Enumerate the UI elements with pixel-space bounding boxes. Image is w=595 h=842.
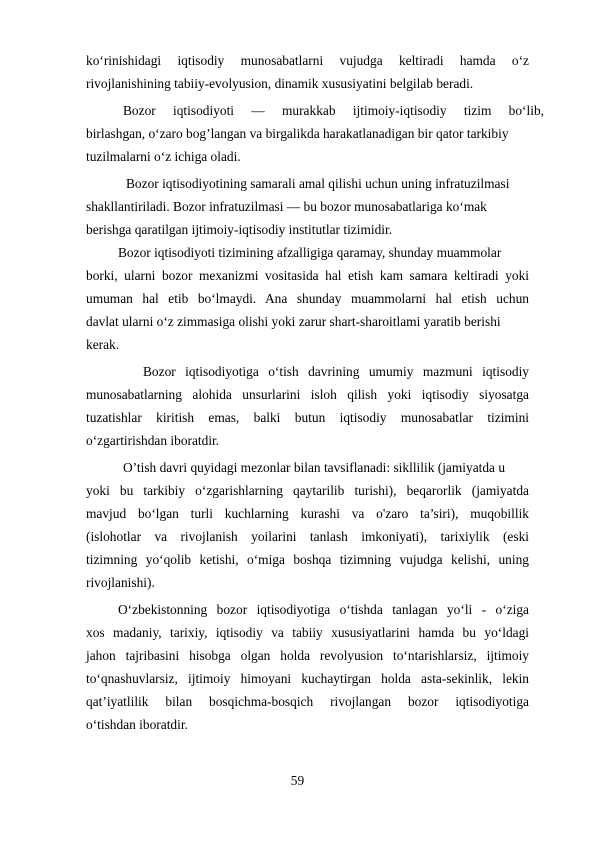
text-line: kerak. bbox=[86, 337, 120, 352]
text-line: O’tish davri quyidagi mezonlar bilan tavsiflanadi: sikllilik (jamiyatda u bbox=[123, 460, 506, 475]
text-line: yoki bu tarkibiy o‘zgarishlarning qaytarilib turishi), beqarorlik (jamiyatda bbox=[86, 483, 529, 498]
text-line: xos madaniy, tarixiy, iqtisodiy va tabiiy xususiyatlarini hamda bu yo‘ldagi bbox=[86, 625, 529, 640]
text-line: birlashgan, o‘zaro bog’langan va birgalikda harakatlanadigan bir qator tarkibiy bbox=[86, 126, 509, 141]
text-line: to‘qnashuvlarsiz, ijtimoiy himoyani kuchaytirgan holda asta-sekinlik, lekin bbox=[86, 671, 529, 686]
text-line: mavjud bo‘lgan turli kuchlarning kurashi va o'zaro ta’siri), muqobillik bbox=[86, 506, 529, 521]
text-line: umuman hal etib bo‘lmaydi. Ana shunday muammolarni hal etish uchun bbox=[86, 291, 529, 306]
text-line: tuzatishlar kiritish emas, balki butun iqtisodiy munosabatlar tizimini bbox=[86, 410, 529, 425]
text-line: o‘tishdan iboratdir. bbox=[86, 717, 188, 732]
text-line: tuzilmalarni o‘z ichiga oladi. bbox=[86, 149, 241, 164]
text-line: jahon tajribasini hisobga olgan holda revolyusion to‘ntarishlarsiz, ijtimoiy bbox=[86, 648, 529, 663]
text-line: berishga qaratilgan ijtimoiy-iqtisodiy institutlar tizimidir. bbox=[86, 222, 393, 237]
text-line: qat’iyatlilik bilan bosqichma-bosqich rivojlangan bozor iqtisodiyotiga bbox=[86, 694, 529, 709]
text-line: Bozor iqtisodiyotining samarali amal qilishi uchun uning infratuzilmasi bbox=[126, 176, 510, 191]
text-line: tizimning yo‘qolib ketishi, o‘miga boshqa tizimning vujudga kelishi, uning bbox=[86, 552, 529, 567]
text-line: borki, ularni bozor mexanizmi vositasida hal etish kam samara keltiradi yoki bbox=[86, 268, 529, 283]
text-line: Bozor iqtisodiyoti — murakkab ijtimoiy-iqtisodiy tizim bo‘lib, bbox=[123, 103, 544, 118]
text-line: O‘zbekistonning bozor iqtisodiyotiga o‘tishda tanlagan yo‘li - o‘ziga bbox=[118, 602, 529, 617]
text-line: o‘zgartirishdan iboratdir. bbox=[86, 433, 220, 448]
text-line: munosabatlarning alohida unsurlarini isloh qilish yoki iqtisodiy siyosatga bbox=[86, 387, 529, 402]
text-line: rivojlanishining tabiiy-evolyusion, dinamik xususiyatini belgilab beradi. bbox=[86, 76, 474, 91]
text-line: shakllantiriladi. Bozor infratuzilmasi — bu bozor munosabatlariga ko‘mak bbox=[86, 199, 487, 214]
text-line: Bozor iqtisodiyotiga o‘tish davrining umumiy mazmuni iqtisodiy bbox=[143, 364, 529, 379]
text-line: ko‘rinishidagi iqtisodiy munosabatlarni vujudga keltiradi hamda o‘z bbox=[86, 53, 529, 68]
text-line: (islohotlar va rivojlanish yoilarini tanlash imkoniyati), tarixiylik (eski bbox=[86, 529, 529, 544]
page-number: 59 bbox=[290, 773, 305, 788]
text-line: Bozor iqtisodiyoti tizimining afzalligiga qaramay, shunday muammolar bbox=[118, 245, 502, 260]
text-line: davlat ularni o‘z zimmasiga olishi yoki zarur shart-sharoitlami yaratib berishi bbox=[86, 314, 501, 329]
text-line: rivojlanishi). bbox=[86, 575, 155, 590]
